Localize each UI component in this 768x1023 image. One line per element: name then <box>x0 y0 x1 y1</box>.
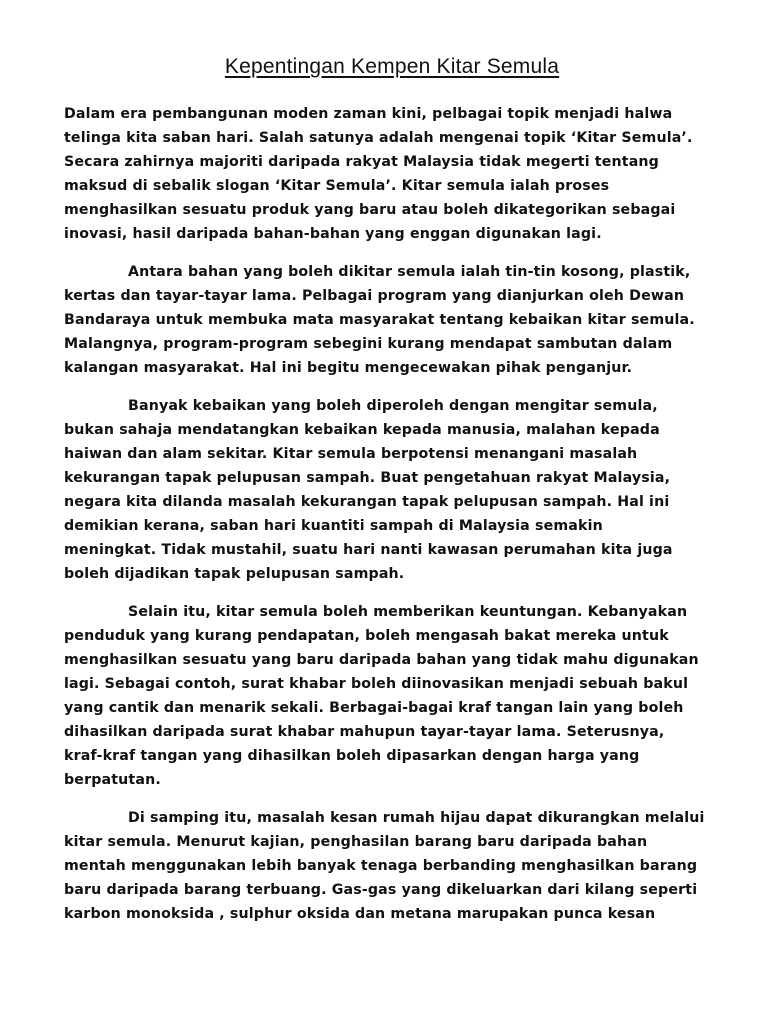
paragraph-line: baru daripada barang terbuang. Gas-gas yang dikeluarkan dari kilang seperti <box>64 882 698 898</box>
paragraph-line: menghasilkan sesuatu produk yang baru atau boleh dikategorikan sebagai <box>64 202 676 218</box>
paragraph-line: Malangnya, program-program sebegini kurang mendapat sambutan dalam <box>64 336 673 352</box>
paragraph-line: Dalam era pembangunan moden zaman kini, pelbagai topik menjadi halwa <box>64 106 673 122</box>
paragraph-line: dihasilkan daripada surat khabar mahupun tayar-tayar lama. Seterusnya, <box>64 724 665 740</box>
paragraph <box>64 806 720 926</box>
document-title: Kepentingan Kempen Kitar Semula <box>224 55 560 78</box>
paragraph-line: kalangan masyarakat. Hal ini begitu mengecewakan pihak penganjur. <box>64 360 633 376</box>
paragraph-line: negara kita dilanda masalah kekurangan tapak pelupusan sampah. Hal ini <box>64 494 670 510</box>
paragraph-line: karbon monoksida , sulphur oksida dan metana marupakan punca kesan <box>64 906 656 922</box>
paragraph-line: demikian kerana, saban hari kuantiti sampah di Malaysia semakin <box>64 518 603 534</box>
paragraph-line: kraf-kraf tangan yang dihasilkan boleh dipasarkan dengan harga yang <box>64 748 640 764</box>
paragraph-line: haiwan dan alam sekitar. Kitar semula berpotensi menangani masalah <box>64 446 638 462</box>
paragraph-line: Di samping itu, masalah kesan rumah hijau dapat dikurangkan melalui <box>128 810 705 826</box>
paragraph-line: boleh dijadikan tapak pelupusan sampah. <box>64 566 405 582</box>
paragraph-line: Selain itu, kitar semula boleh memberikan keuntungan. Kebanyakan <box>128 604 688 620</box>
paragraph-line: Bandaraya untuk membuka mata masyarakat tentang kebaikan kitar semula. <box>64 312 695 328</box>
paragraph-line: kekurangan tapak pelupusan sampah. Buat pengetahuan rakyat Malaysia, <box>64 470 671 486</box>
paragraph-line: bukan sahaja mendatangkan kebaikan kepada manusia, malahan kepada <box>64 422 660 438</box>
paragraph-line: mentah menggunakan lebih banyak tenaga berbanding menghasilkan barang <box>64 858 698 874</box>
paragraph-line: maksud di sebalik slogan ‘Kitar Semula’. Kitar semula ialah proses <box>64 178 610 194</box>
paragraph-line: meningkat. Tidak mustahil, suatu hari nanti kawasan perumahan kita juga <box>64 542 673 558</box>
paragraph-line: kertas dan tayar-tayar lama. Pelbagai program yang dianjurkan oleh Dewan <box>64 288 685 304</box>
paragraph-line: penduduk yang kurang pendapatan, boleh mengasah bakat mereka untuk <box>64 628 669 644</box>
paragraph-line: Secara zahirnya majoriti daripada rakyat Malaysia tidak megerti tentang <box>64 154 659 170</box>
paragraph-line: kitar semula. Menurut kajian, penghasilan barang baru daripada bahan <box>64 834 648 850</box>
paragraph-line: lagi. Sebagai contoh, surat khabar boleh diinovasikan menjadi sebuah bakul <box>64 676 689 692</box>
paragraph <box>64 260 720 380</box>
paragraph-line: Antara bahan yang boleh dikitar semula ialah tin-tin kosong, plastik, <box>128 264 691 280</box>
document-body <box>64 102 720 926</box>
paragraph-line: menghasilkan sesuatu yang baru daripada bahan yang tidak mahu digunakan <box>64 652 699 668</box>
paragraph <box>64 394 720 586</box>
paragraph-line: inovasi, hasil daripada bahan-bahan yang enggan digunakan lagi. <box>64 226 602 242</box>
paragraph <box>64 102 720 246</box>
paragraph-line: Banyak kebaikan yang boleh diperoleh dengan mengitar semula, <box>128 398 658 414</box>
paragraph <box>64 600 720 792</box>
paragraph-line: berpatutan. <box>64 772 161 788</box>
paragraph-line: telinga kita saban hari. Salah satunya adalah mengenai topik ‘Kitar Semula’. <box>64 130 693 146</box>
paragraph-line: yang cantik dan menarik sekali. Berbagai-bagai kraf tangan lain yang boleh <box>64 700 684 716</box>
